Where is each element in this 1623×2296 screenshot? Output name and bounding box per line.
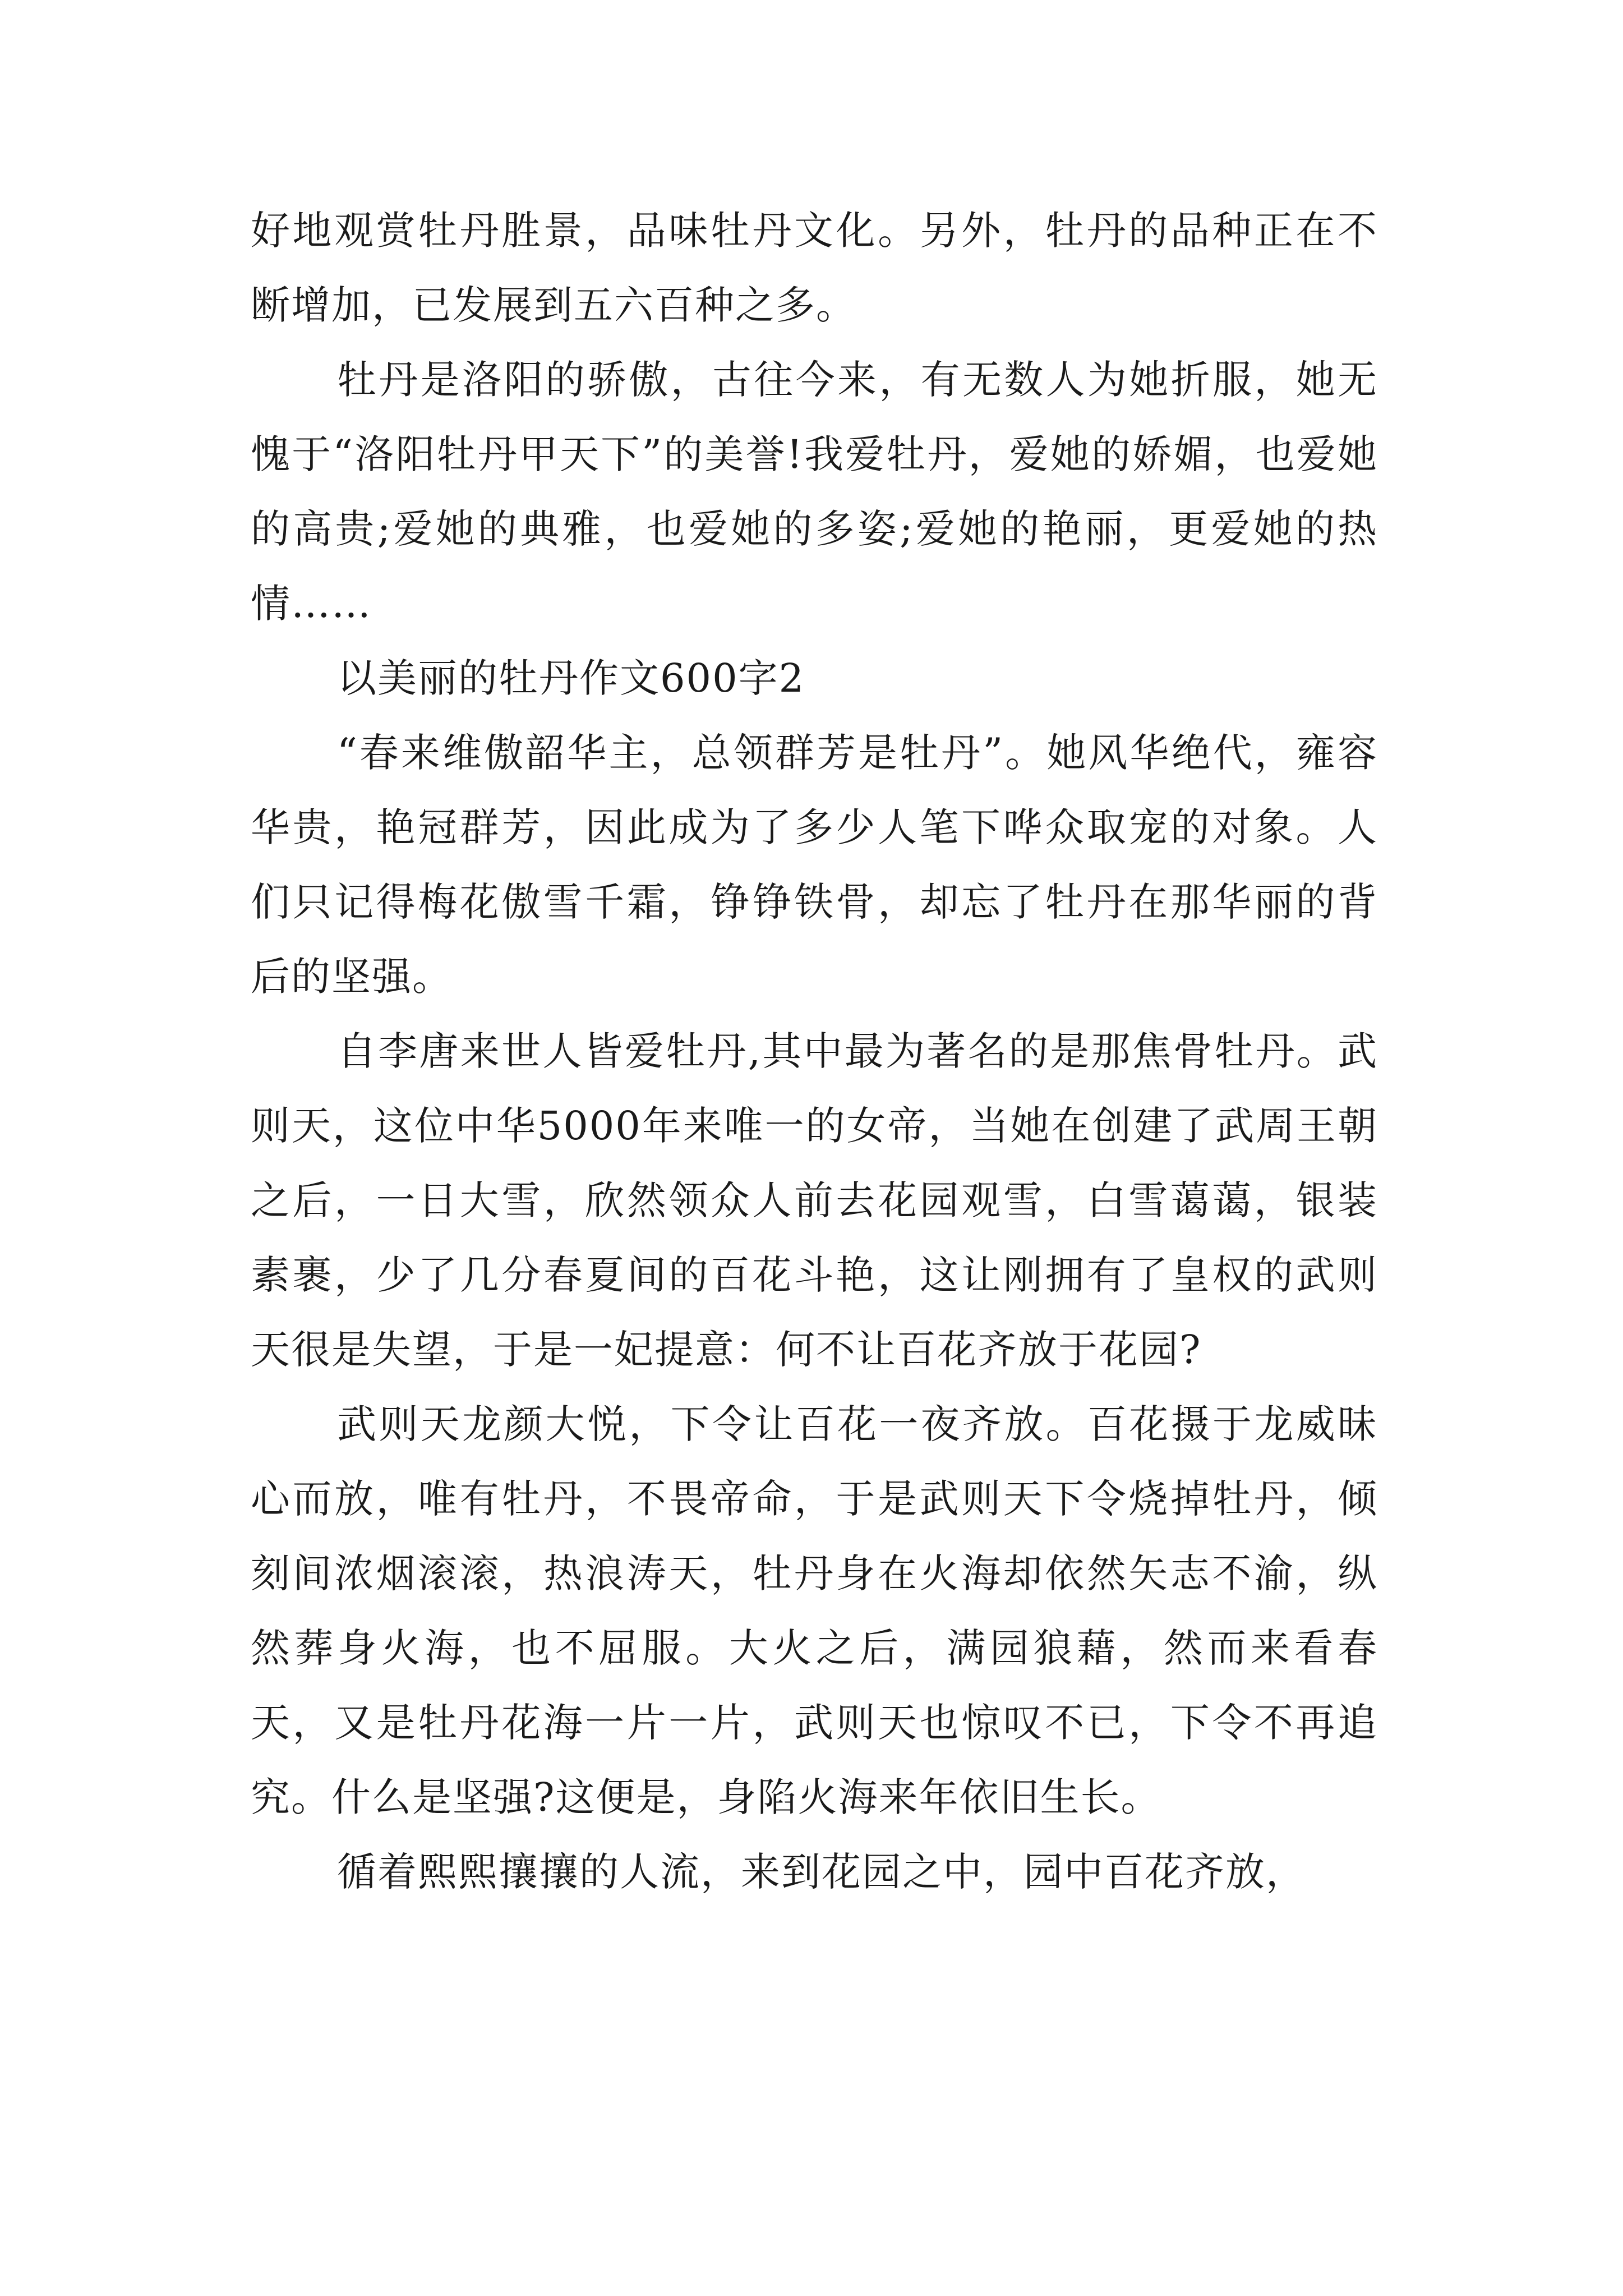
document-body [251,194,1378,1910]
paragraph-5: 武则天龙颜大悦，下令让百花一夜齐放。百花摄于龙威昧心而放，唯有牡丹，不畏帝命，于是武则天下令烧掉牡丹，倾刻间浓烟滚滚，热浪涛天，牡丹身在火海却依然矢志不渝，纵然葬身火海，也不屈服。大火之后，满园狼藉，然而来看春天，又是牡丹花海一片一片，武则天也惊叹不已，下令不再追究。什么是坚强?这便是，身陷火海来年依旧生长。 [251,1401,1378,1820]
paragraph-2: 牡丹是洛阳的骄傲，古往今来，有无数人为她折服，她无愧于“洛阳牡丹甲天下”的美誉!我爱牡丹，爱她的娇媚，也爱她的高贵;爱她的典雅，也爱她的多姿;爱她的艳丽，更爱她的热情…… [251,357,1378,627]
section-heading: 以美丽的牡丹作文600字2 [337,655,805,701]
paragraph-3: “春来维傲韶华主，总领群芳是牡丹”。她风华绝代，雍容华贵，艳冠群芳，因此成为了多少人笔下哗众取宠的对象。人们只记得梅花傲雪千霜，铮铮铁骨，却忘了牡丹在那华丽的背后的坚强。 [251,730,1378,1000]
paragraph-1: 好地观赏牡丹胜景，品味牡丹文化。另外，牡丹的品种正在不断增加，已发展到五六百种之多。 [251,208,1378,328]
paragraph-6: 循着熙熙攘攘的人流，来到花园之中，园中百花齐放， [337,1849,1306,1895]
paragraph-4: 自李唐来世人皆爱牡丹,其中最为著名的是那焦骨牡丹。武则天，这位中华5000年来唯一的女帝，当她在创建了武周王朝之后，一日大雪，欣然领众人前去花园观雪，白雪蔼蔼，银装素裹，少了几分春夏间的百花斗艳，这让刚拥有了皇权的武则天很是失望，于是一妃提意：何不让百花齐放于花园? [251,1028,1378,1373]
